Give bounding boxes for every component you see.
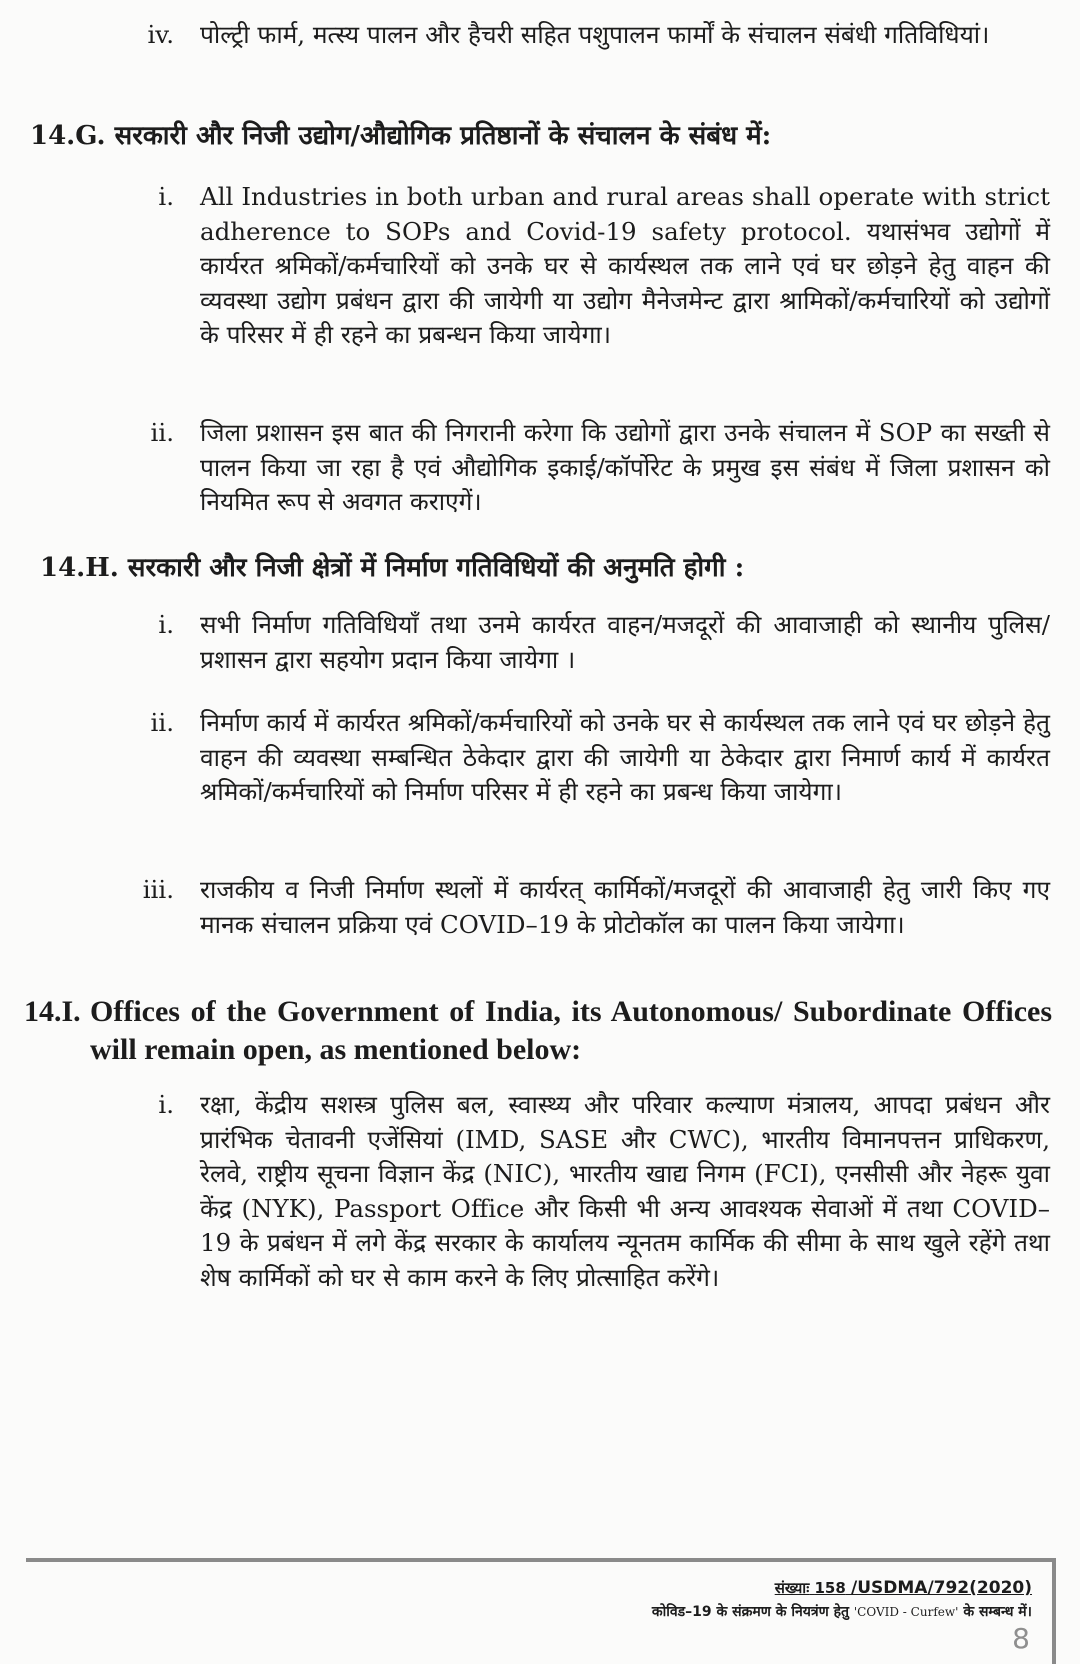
list-item-h-i [120,608,1050,677]
section-heading-14g: 14.G. सरकारी और निजी उद्योग/औद्योगिक प्रतिष्ठानों के संचालन के संबंध में: [30,121,772,151]
item-number: i. [158,1090,174,1119]
item-text: All Industries in both urban and rural areas shall operate with strict adherence to SOPs and Covid-19 safety protocol. यथासंभव उद्योगों में कार्यरत श्रमिकों/कर्मचारियों को उनके घर से कार्यस्थल तक लाने एवं घर छोड़ने हेतु वाहन की व्यवस्था उद्योग प्रबंधन द्वारा की जायेगी या उद्योग मैनेजमेन्ट द्वारा श्रामिकों/कर्मचारियों को उद्योगों के परिसर में ही रहने का प्रबन्धन किया जायेगा। [200,182,1050,349]
item-text: रक्षा, केंद्रीय सशस्त्र पुलिस बल, स्वास्थ्य और परिवार कल्याण मंत्रालय, आपदा प्रबंधन और प्रारंभिक चेतावनी एजेंसियां (IMD, SASE और CWC), भारतीय विमानपत्तन प्राधिकरण, रेलवे, राष्ट्रीय सूचना विज्ञान केंद्र (NIC), भारतीय खाद्य निगम (FCI), एनसीसी और नेहरू युवा केंद्र (NYK), Passport Office और किसी भी अन्य आवश्यक सेवाओं में तथा COVID–19 के प्रबंधन में लगे केंद्र सरकार के कार्यालय न्यूनतम कार्मिक की सीमा के साथ खुले रहेंगे तथा शेष कार्मिकों को घर से काम करने के लिए प्रोत्साहित करेंगे। [200,1090,1050,1292]
footer-divider-vertical [1052,1558,1056,1664]
section-heading-text: Offices of the Government of India, its Autonomous/ Subordinate Offices will remain open, as mentioned below: [90,995,1052,1066]
item-text: जिला प्रशासन इस बात की निगरानी करेगा कि उद्योगों द्वारा उनके संचालन में SOP का सख्ती से पालन किया जा रहा है एवं औद्योगिक इकाई/कॉर्पोरेट के प्रमुख इस संबंध में जिला प्रशासन को नियमित रूप से अवगत कराएगें। [200,418,1050,516]
list-item-g-ii [120,416,1050,520]
footer-subject-prefix: कोविड–19 के संक्रमण के नियत्रंण हेतु [651,1604,849,1620]
section-heading-14h: 14.H. सरकारी और निजी क्षेत्रों में निर्माण गतिविधियों की अनुमति होगी : [40,553,745,583]
item-text: निर्माण कार्य में कार्यरत श्रमिकों/कर्मचारियों को उनके घर से कार्यस्थल तक लाने एवं घर छोड़ने हेतु वाहन की व्यवस्था सम्बन्धित ठेकेदार द्वारा की जायेगी या ठेकेदार द्वारा निमार्ण कार्य में कार्यरत श्रमिकों/कर्मचारियों को निर्माण परिसर में ही रहने का प्रबन्ध किया जायेगा। [200,708,1050,806]
item-text: सभी निर्माण गतिविधियाँ तथा उनमे कार्यरत वाहन/मजदूरों की आवाजाही को स्थानीय पुलिस/प्रशासन द्वारा सहयोग प्रदान किया जायेगा । [200,610,1050,674]
item-number: ii. [150,708,174,737]
footer-divider [26,1558,1056,1562]
list-item-h-iii [120,873,1050,942]
footer-ref-label: संख्याः [774,1579,810,1597]
footer-subject-line [652,1602,1032,1621]
list-item-h-ii [120,706,1050,810]
item-number: iv. [147,20,174,49]
footer-subject-quote: 'COVID - Curfew' [853,1605,959,1619]
item-text: पोल्ट्री फार्म, मत्स्य पालन और हैचरी सहित पशुपालन फार्मों के संचालन संबंधी गतिविधियां। [200,20,990,49]
section-heading-number: 14.I. [24,995,81,1028]
list-item-g-i [120,180,1050,353]
list-item-i-i [120,1088,1050,1295]
footer-reference-number [775,1578,1032,1598]
section-heading-14i [24,993,1052,1069]
item-number: i. [158,182,174,211]
list-item-f-iv [120,18,1050,53]
footer-ref-code: /USDMA/792(2020) [851,1578,1032,1598]
item-number: ii. [150,418,174,447]
item-text: राजकीय व निजी निर्माण स्थलों में कार्यरत् कार्मिकों/मजदूरों की आवाजाही हेतु जारी किए गए मानक संचालन प्रक्रिया एवं COVID–19 के प्रोटोकॉल का पालन किया जायेगा। [200,875,1050,939]
footer-subject-suffix: के सम्बन्ध में। [963,1604,1032,1620]
item-number: i. [158,610,174,639]
page-number: 8 [1012,1622,1030,1655]
footer-ref-number: 158 [814,1579,846,1597]
item-number: iii. [142,875,174,904]
